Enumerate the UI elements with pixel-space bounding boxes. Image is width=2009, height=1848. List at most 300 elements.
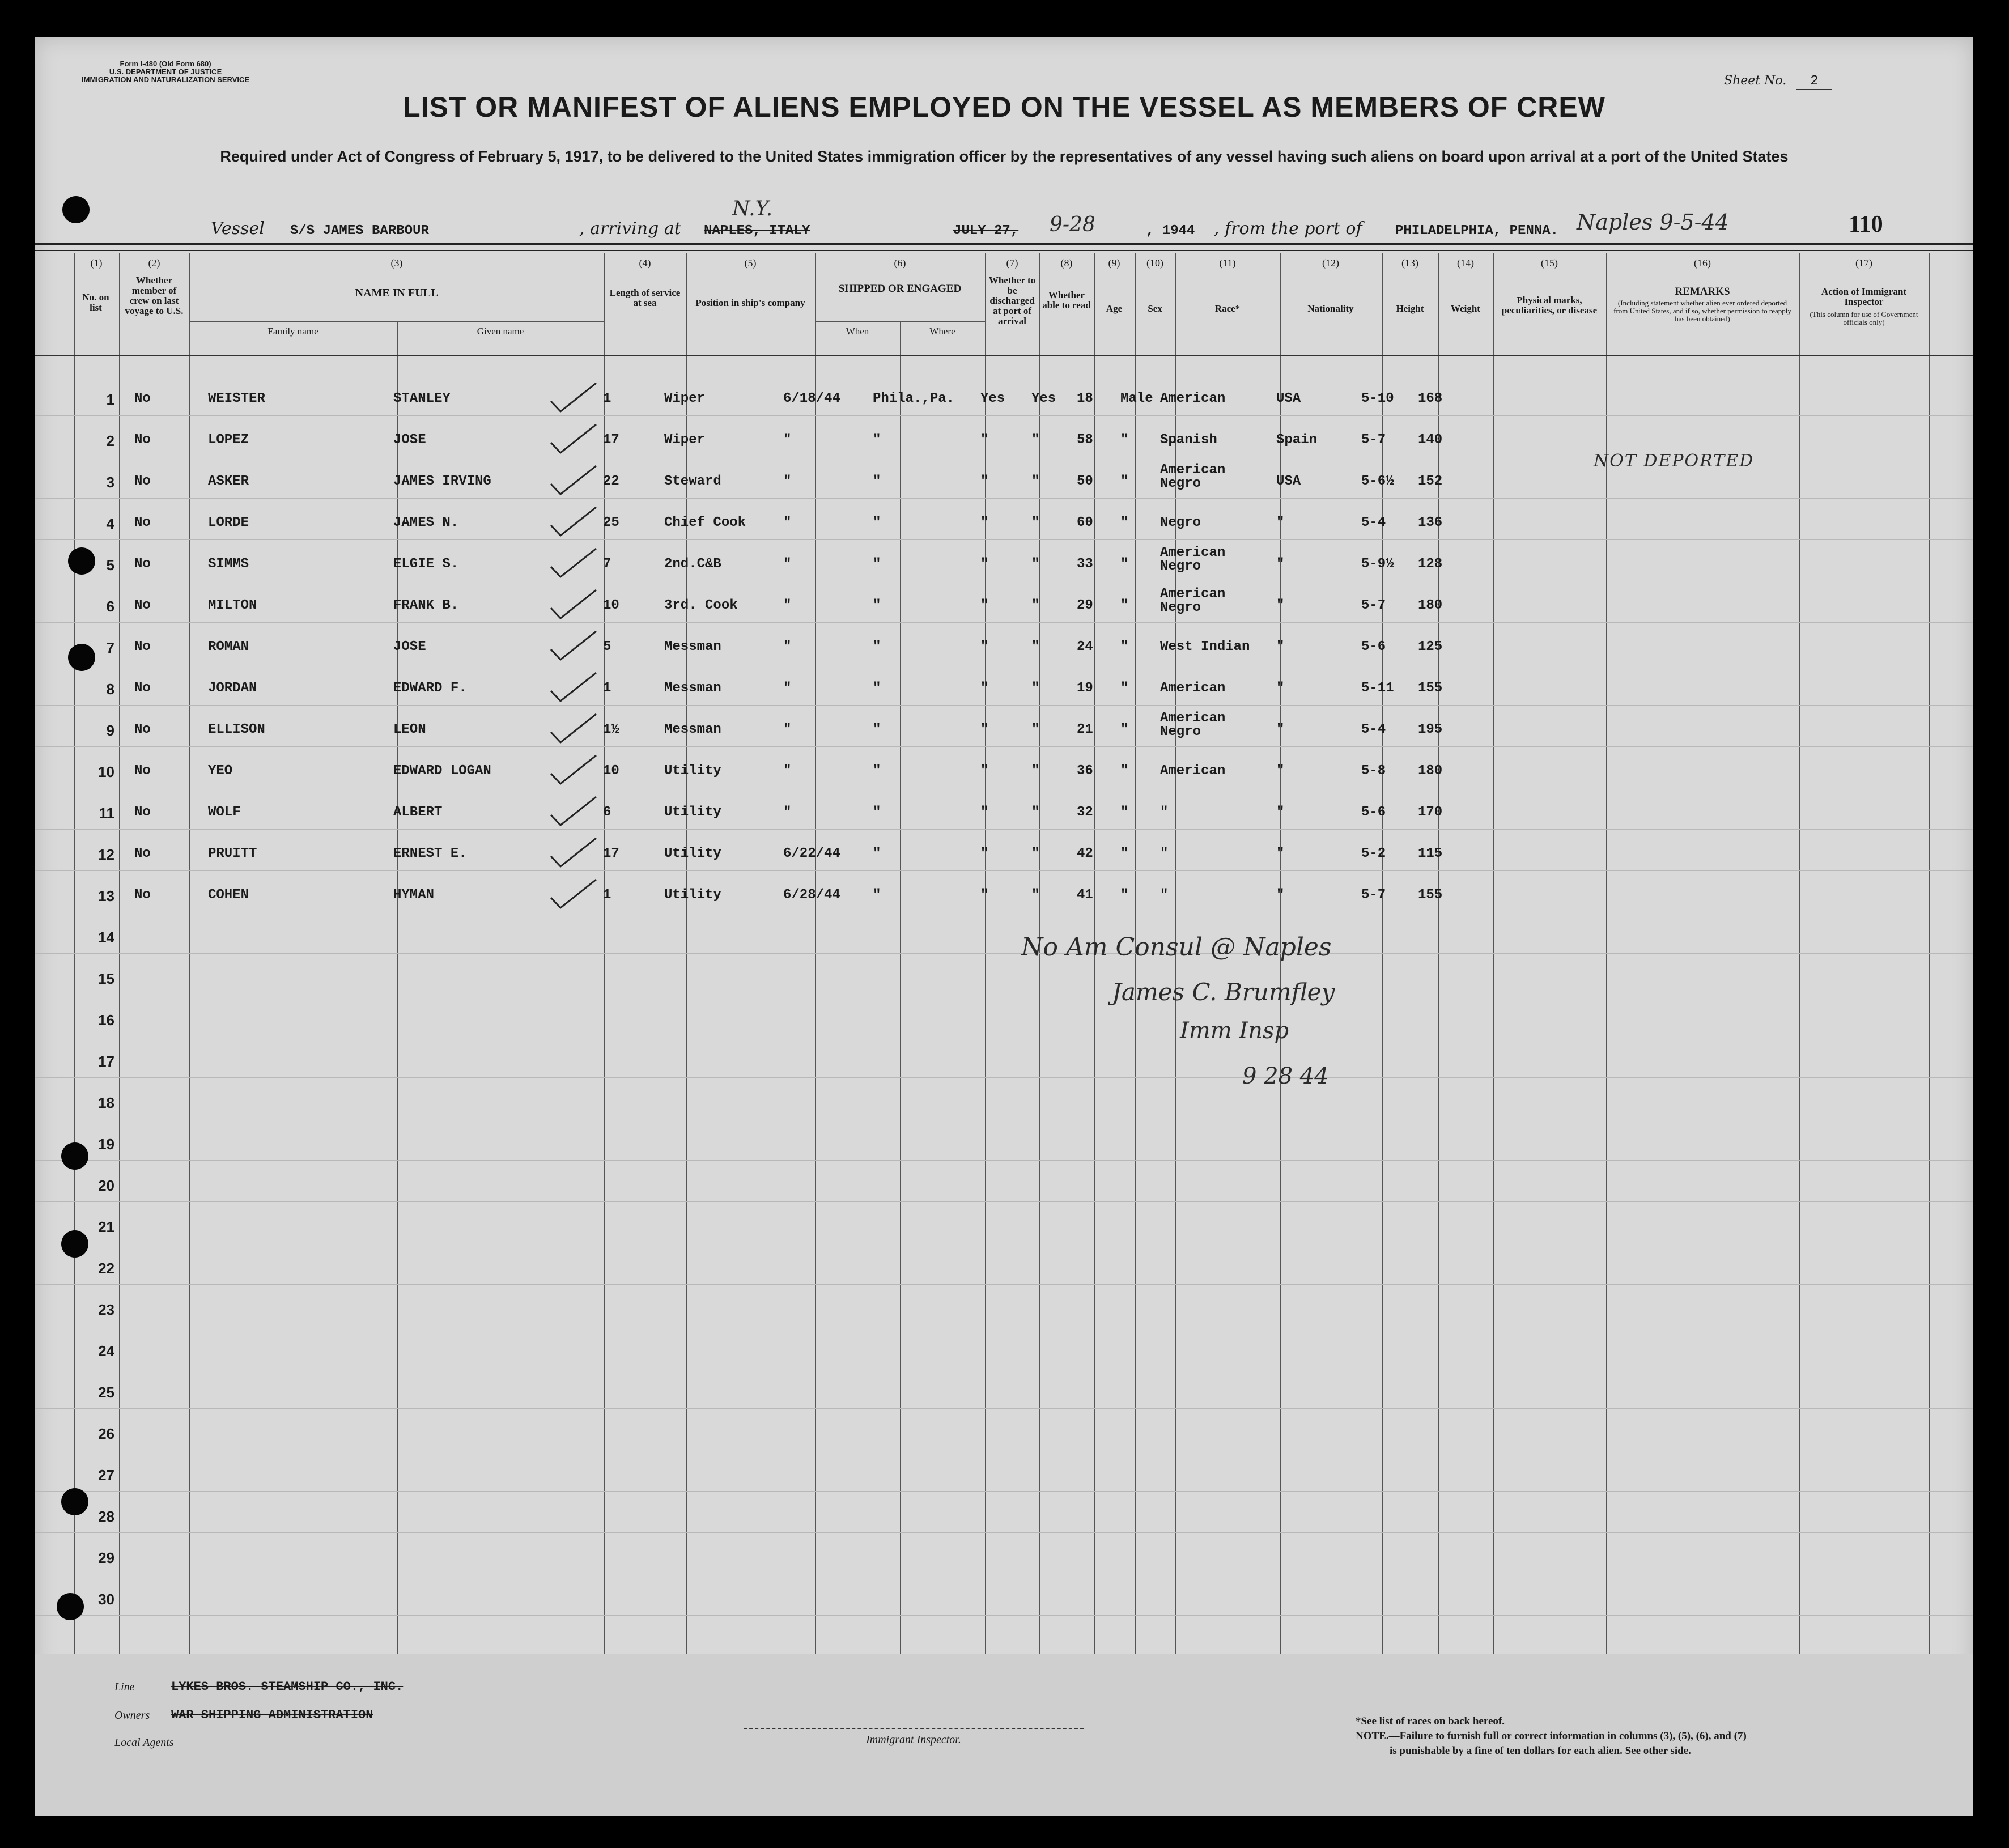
shipped-when: " (783, 722, 792, 737)
row-number: 27 (98, 1467, 114, 1484)
race: " (1160, 805, 1169, 820)
race: American Negro (1160, 587, 1226, 615)
family-name: LOPEZ (208, 432, 249, 448)
shipped-when: " (783, 556, 792, 572)
height: 5-9½ (1361, 556, 1394, 572)
given-name: JOSE (393, 432, 426, 448)
local-agents-label: Local Agents (114, 1736, 174, 1749)
check-mark (548, 587, 599, 621)
service-length: 22 (603, 474, 619, 489)
row-number: 3 (106, 474, 114, 491)
row-number: 19 (98, 1136, 114, 1153)
family-name: MILTON (208, 598, 257, 613)
table-row-empty (35, 1409, 1973, 1450)
colhead-given-name: Given name (477, 326, 524, 337)
row-number: 28 (98, 1508, 114, 1525)
weight: 170 (1418, 805, 1443, 820)
check-mark (548, 793, 599, 827)
given-name: FRANK B. (393, 598, 459, 613)
race: American Negro (1160, 462, 1226, 491)
table-row-empty (35, 1285, 1973, 1326)
table-row (35, 706, 1973, 747)
row-number: 7 (106, 639, 114, 656)
table-row (35, 623, 1973, 664)
service-name: IMMIGRATION AND NATURALIZATION SERVICE (82, 75, 250, 84)
able-to-read: " (1031, 515, 1040, 530)
previous-voyage: No (134, 556, 151, 572)
table-row-empty (35, 1161, 1973, 1202)
position: 2nd.C&B (664, 556, 721, 572)
to-be-discharged: " (980, 681, 989, 696)
able-to-read: " (1031, 639, 1040, 655)
colnum-15: (15) (1541, 257, 1558, 269)
nationality: " (1276, 515, 1285, 530)
given-name: EDWARD LOGAN (393, 763, 491, 779)
arriving-port-handwritten: N.Y. (732, 197, 773, 220)
height: 5-2 (1361, 846, 1386, 861)
nationality: USA (1276, 474, 1301, 489)
age: 36 (1077, 763, 1093, 779)
shipped-when: " (783, 639, 792, 655)
penalty-note-cont: is punishable by a fine of ten dollars for each alien. See other side. (1390, 1745, 1691, 1757)
age: 29 (1077, 598, 1093, 613)
check-mark (548, 462, 599, 496)
previous-voyage: No (134, 681, 151, 696)
race: " (1160, 887, 1169, 903)
nationality: " (1276, 598, 1285, 613)
form-identifier (82, 60, 249, 84)
position: Messman (664, 681, 721, 696)
position: 3rd. Cook (664, 598, 738, 613)
nationality: " (1276, 763, 1285, 779)
check-mark (548, 876, 599, 910)
line-value: LYKES BROS. STEAMSHIP CO., INC. (171, 1680, 404, 1694)
position: Messman (664, 639, 721, 655)
age: 42 (1077, 846, 1093, 861)
previous-voyage: No (134, 474, 151, 489)
service-length: 5 (603, 639, 611, 655)
colhead-inspector-action: Action of Immigrant Inspector (1821, 286, 1907, 307)
row-number: 24 (98, 1343, 114, 1360)
nationality: " (1276, 681, 1285, 696)
previous-voyage: No (134, 763, 151, 779)
position: Utility (664, 805, 721, 820)
weight: 155 (1418, 681, 1443, 696)
sex: " (1120, 515, 1129, 530)
age: 58 (1077, 432, 1093, 448)
row-number: 29 (98, 1549, 114, 1566)
shipped-when: " (783, 763, 792, 779)
colhead-sex: Sex (1148, 303, 1162, 314)
shipped-when: " (783, 598, 792, 613)
remark-not-deported: NOT DEPORTED (1594, 451, 1755, 471)
table-row-empty (35, 954, 1973, 995)
weight: 152 (1418, 474, 1443, 489)
family-name: COHEN (208, 887, 249, 903)
owners-label: Owners (114, 1709, 150, 1722)
given-name: ELGIE S. (393, 556, 459, 572)
age: 19 (1077, 681, 1093, 696)
table-row (35, 665, 1973, 706)
row-number: 20 (98, 1177, 114, 1194)
row-number: 25 (98, 1384, 114, 1401)
colnum-4: (4) (639, 257, 651, 269)
row-number: 21 (98, 1218, 114, 1235)
colhead-able-to-read: Whether able to read (1042, 290, 1091, 311)
colhead-remarks: REMARKS (1675, 286, 1730, 298)
race: American Negro (1160, 545, 1226, 574)
colhead-age: Age (1106, 303, 1123, 314)
arrival-year: , 1944 (1146, 223, 1195, 239)
able-to-read: " (1031, 598, 1040, 613)
nationality: " (1276, 887, 1285, 903)
document-title: LIST OR MANIFEST OF ALIENS EMPLOYED ON THE VESSEL AS MEMBERS OF CREW (403, 91, 1605, 123)
inspector-label: Immigrant Inspector. (866, 1734, 961, 1746)
to-be-discharged: " (980, 474, 989, 489)
row-number: 4 (106, 515, 114, 532)
penalty-note: NOTE.—Failure to furnish full or correct information in columns (3), (5), (6), and (7) (1356, 1730, 1747, 1742)
to-be-discharged: " (980, 805, 989, 820)
table-row (35, 375, 1973, 416)
sex: " (1120, 722, 1129, 737)
sex: " (1120, 887, 1129, 903)
owners-value: WAR SHIPPING ADMINISTRATION (171, 1708, 373, 1722)
table-row-empty (35, 1120, 1973, 1161)
header-bottom-rule (35, 355, 1973, 356)
colnum-17: (17) (1855, 257, 1872, 269)
to-be-discharged: " (980, 722, 989, 737)
subheader-rule (815, 321, 985, 322)
family-name: WOLF (208, 805, 241, 820)
service-length: 10 (603, 763, 619, 779)
colhead-when: When (846, 326, 869, 337)
binder-hole (68, 644, 95, 671)
shipped-when: " (783, 681, 792, 696)
table-row (35, 747, 1973, 788)
row-number: 14 (98, 929, 114, 946)
to-be-discharged: " (980, 639, 989, 655)
table-row-empty (35, 1037, 1973, 1078)
sex: " (1120, 846, 1129, 861)
colnum-5: (5) (744, 257, 757, 269)
age: 32 (1077, 805, 1093, 820)
binder-hole (61, 1230, 88, 1258)
nationality: Spain (1276, 432, 1318, 448)
table-row-empty (35, 1327, 1973, 1367)
shipped-where: " (873, 515, 881, 530)
sex: " (1120, 763, 1129, 779)
family-name: PRUITT (208, 846, 257, 861)
sheet-number-value: 2 (1796, 74, 1832, 90)
service-length: 1 (603, 681, 611, 696)
shipped-where: " (873, 887, 881, 903)
race: " (1160, 846, 1169, 861)
binder-hole (62, 196, 90, 223)
row-number: 18 (98, 1094, 114, 1111)
height: 5-4 (1361, 722, 1386, 737)
race: American (1160, 681, 1226, 696)
age: 41 (1077, 887, 1093, 903)
colnum-1: (1) (90, 257, 103, 269)
height: 5-10 (1361, 391, 1394, 406)
weight: 155 (1418, 887, 1443, 903)
previous-voyage: No (134, 639, 151, 655)
position: Utility (664, 887, 721, 903)
check-mark (548, 752, 599, 786)
row-number: 12 (98, 846, 114, 863)
race: American Negro (1160, 711, 1226, 740)
weight: 168 (1418, 391, 1443, 406)
from-port-label: , from the port of (1214, 219, 1362, 239)
shipped-when: 6/18/44 (783, 391, 840, 406)
weight: 180 (1418, 763, 1443, 779)
given-name: EDWARD F. (393, 681, 467, 696)
weight: 128 (1418, 556, 1443, 572)
colhead-physical-marks: Physical marks, peculiarities, or disease (1501, 295, 1598, 316)
able-to-read: " (1031, 763, 1040, 779)
able-to-read: " (1031, 722, 1040, 737)
arriving-label: , arriving at (579, 219, 681, 239)
given-name: STANLEY (393, 391, 451, 406)
line-label: Line (114, 1681, 135, 1693)
shipped-where: " (873, 556, 881, 572)
colhead-length-of-service: Length of service at sea (609, 287, 681, 308)
age: 21 (1077, 722, 1093, 737)
family-name: SIMMS (208, 556, 249, 572)
table-row-empty (35, 1368, 1973, 1409)
colnum-14: (14) (1457, 257, 1474, 269)
service-length: 25 (603, 515, 619, 530)
colnum-11: (11) (1219, 257, 1236, 269)
check-mark (548, 421, 599, 455)
binder-hole (61, 1142, 88, 1170)
height: 5-6 (1361, 639, 1386, 655)
shipped-where: " (873, 681, 881, 696)
given-name: ERNEST E. (393, 846, 467, 861)
annotation-signature: James C. Brumfley (1112, 978, 1335, 1006)
family-name: LORDE (208, 515, 249, 530)
form-number: Form I-480 (Old Form 680) (120, 60, 211, 68)
sex: " (1120, 639, 1129, 655)
row-number: 30 (98, 1591, 114, 1608)
binder-hole (68, 547, 95, 575)
manifest-sheet (35, 37, 1973, 1816)
age: 33 (1077, 556, 1093, 572)
table-row-empty (35, 1533, 1973, 1574)
colhead-weight: Weight (1451, 303, 1480, 314)
check-mark (548, 504, 599, 538)
to-be-discharged: " (980, 598, 989, 613)
previous-voyage: No (134, 846, 151, 861)
height: 5-4 (1361, 515, 1386, 530)
subheader-rule (189, 321, 604, 322)
service-length: 17 (603, 846, 619, 861)
previous-voyage: No (134, 598, 151, 613)
shipped-where: " (873, 474, 881, 489)
check-mark (548, 628, 599, 662)
departure-port: PHILADELPHIA, PENNA. (1395, 223, 1559, 239)
to-be-discharged: " (980, 515, 989, 530)
check-mark (548, 835, 599, 869)
able-to-read: " (1031, 887, 1040, 903)
race-note: *See list of races on back hereof. (1356, 1715, 1505, 1727)
weight: 195 (1418, 722, 1443, 737)
shipped-where: Phila.,Pa. (873, 391, 955, 406)
colhead-name-in-full: NAME IN FULL (355, 287, 439, 299)
colhead-family-name: Family name (267, 326, 318, 337)
colhead-nationality: Nationality (1307, 303, 1354, 314)
vessel-name: S/S JAMES BARBOUR (290, 223, 429, 239)
given-name: JOSE (393, 639, 426, 655)
table-row-empty (35, 1575, 1973, 1616)
row-number: 22 (98, 1260, 114, 1277)
shipped-where: " (873, 805, 881, 820)
row-number: 16 (98, 1012, 114, 1029)
table-row (35, 499, 1973, 540)
race: West Indian (1160, 639, 1250, 655)
colhead-shipped-engaged: SHIPPED OR ENGAGED (838, 283, 962, 295)
colnum-10: (10) (1146, 257, 1163, 269)
shipped-when: " (783, 805, 792, 820)
arrival-date-typed: JULY 27, (953, 223, 1019, 239)
previous-voyage: No (134, 722, 151, 737)
arrival-date-handwritten: 9-28 (1050, 213, 1095, 236)
given-name: LEON (393, 722, 426, 737)
height: 5-7 (1361, 887, 1386, 903)
table-row-empty (35, 1492, 1973, 1533)
row-number: 17 (98, 1053, 114, 1070)
inspector-signature-line (744, 1728, 1084, 1729)
table-row-empty (35, 1451, 1973, 1492)
given-name: HYMAN (393, 887, 435, 903)
family-name: ASKER (208, 474, 249, 489)
service-length: 17 (603, 432, 619, 448)
previous-voyage: No (134, 805, 151, 820)
colnum-3: (3) (390, 257, 403, 269)
row-number: 11 (99, 805, 114, 822)
age: 60 (1077, 515, 1093, 530)
header-rule-thin (35, 250, 1973, 251)
colnum-16: (16) (1694, 257, 1711, 269)
given-name: ALBERT (393, 805, 443, 820)
colnum-7: (7) (1006, 257, 1018, 269)
able-to-read: " (1031, 846, 1040, 861)
position: Wiper (664, 432, 706, 448)
annotation-title: Imm Insp (1180, 1018, 1289, 1044)
shipped-when: " (783, 432, 792, 448)
position: Utility (664, 846, 721, 861)
given-name: JAMES IRVING (393, 474, 491, 489)
shipped-when: 6/28/44 (783, 887, 840, 903)
position: Chief Cook (664, 515, 746, 530)
height: 5-7 (1361, 432, 1386, 448)
able-to-read: " (1031, 805, 1040, 820)
previous-voyage: No (134, 432, 151, 448)
sheet-number-label: Sheet No. (1724, 74, 1787, 88)
binder-hole (61, 1488, 88, 1515)
colnum-9: (9) (1108, 257, 1120, 269)
table-row-empty (35, 1078, 1973, 1119)
age: 24 (1077, 639, 1093, 655)
to-be-discharged: " (980, 846, 989, 861)
annotation-date: 9 28 44 (1242, 1063, 1329, 1089)
sex: " (1120, 805, 1129, 820)
family-name: WEISTER (208, 391, 265, 406)
position: Utility (664, 763, 721, 779)
annotation-consul: No Am Consul @ Naples (1021, 933, 1332, 962)
header-rule (35, 243, 1973, 245)
family-name: JORDAN (208, 681, 257, 696)
age: 18 (1077, 391, 1093, 406)
colnum-6: (6) (894, 257, 906, 269)
weight: 136 (1418, 515, 1443, 530)
row-number: 23 (98, 1301, 114, 1318)
to-be-discharged: " (980, 763, 989, 779)
colhead-height: Height (1396, 303, 1424, 314)
nationality: " (1276, 805, 1285, 820)
previous-voyage: No (134, 515, 151, 530)
shipped-where: " (873, 432, 881, 448)
table-row (35, 789, 1973, 830)
row-number: 5 (106, 556, 114, 573)
sex: " (1120, 598, 1129, 613)
sex: " (1120, 556, 1129, 572)
nationality: " (1276, 722, 1285, 737)
age: 50 (1077, 474, 1093, 489)
to-be-discharged: " (980, 432, 989, 448)
service-length: 7 (603, 556, 611, 572)
colhead-where: Where (929, 326, 955, 337)
able-to-read: Yes (1031, 391, 1056, 406)
departure-port-handwritten: Naples 9-5-44 (1577, 210, 1729, 235)
arriving-port-typed: NAPLES, ITALY (704, 223, 810, 239)
race: Negro (1160, 515, 1201, 530)
able-to-read: " (1031, 474, 1040, 489)
service-length: 1 (603, 887, 611, 903)
manifest-code: 110 (1849, 211, 1883, 237)
colnum-13: (13) (1401, 257, 1418, 269)
to-be-discharged: " (980, 887, 989, 903)
nationality: " (1276, 556, 1285, 572)
height: 5-7 (1361, 598, 1386, 613)
row-number: 13 (98, 887, 114, 904)
position: Messman (664, 722, 721, 737)
colhead-inspector-action-note: (This column for use of Government officials only) (1810, 310, 1918, 326)
family-name: ROMAN (208, 639, 249, 655)
table-row-empty (35, 913, 1973, 954)
check-mark (548, 711, 599, 745)
check-mark (548, 545, 599, 579)
shipped-when: " (783, 515, 792, 530)
height: 5-8 (1361, 763, 1386, 779)
race: American (1160, 391, 1226, 406)
colhead-remarks-note: (Including statement whether alien ever ordered deported from United States, and if so, whether permission to reapply has been obtained) (1613, 299, 1791, 323)
table-row-empty (35, 1203, 1973, 1243)
race: Spanish (1160, 432, 1217, 448)
shipped-where: " (873, 846, 881, 861)
colnum-12: (12) (1322, 257, 1339, 269)
position: Wiper (664, 391, 706, 406)
table-row (35, 872, 1973, 912)
colnum-2: (2) (148, 257, 160, 269)
binder-hole (57, 1593, 84, 1620)
row-number: 10 (98, 763, 114, 780)
check-mark (548, 380, 599, 414)
row-number: 1 (106, 391, 114, 408)
shipped-where: " (873, 722, 881, 737)
vessel-line (35, 197, 1973, 247)
family-name: ELLISON (208, 722, 265, 737)
